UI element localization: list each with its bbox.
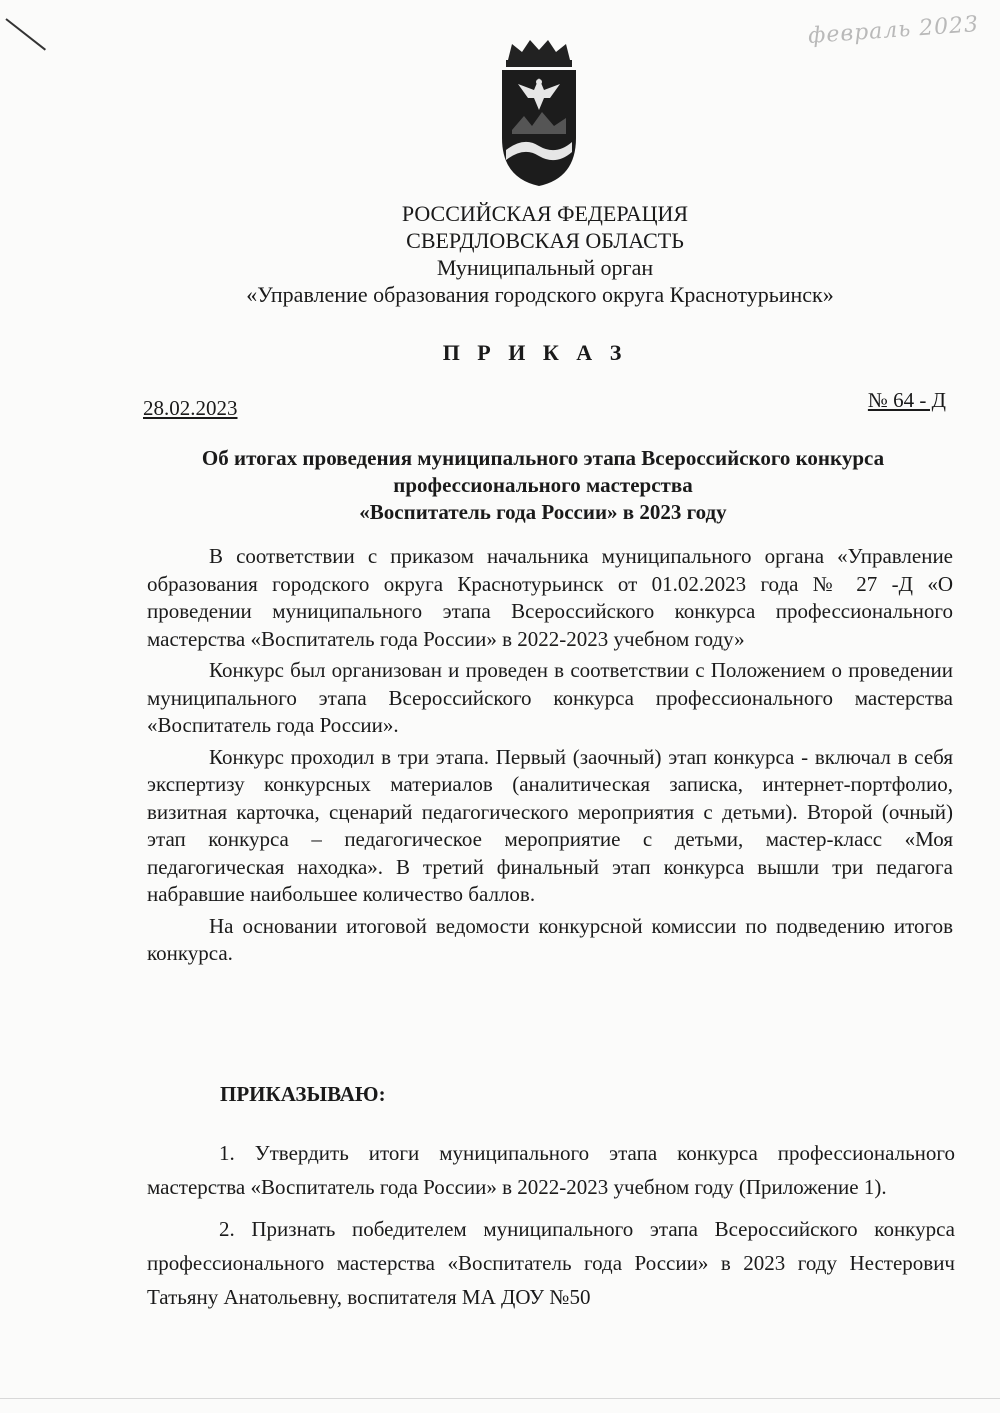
subject-line: Об итогах проведения муниципального этапа Всероссийского конкурса [201,446,885,470]
region-name: СВЕРДЛОВСКАЯ ОБЛАСТЬ [406,228,684,253]
document-body [147,543,953,968]
page-edge-line [0,1398,1000,1399]
body-paragraph: Конкурс был организован и проведен в соответствии с Положением о проведении муниципального этапа Всероссийского конкурса профессионального мастерства «Воспитатель года России». [147,658,953,737]
document-date: 28.02.2023 [143,396,238,420]
body-paragraph: В соответствии с приказом начальника муниципального органа «Управление образования городского округа Краснотурьинск от 01.02.2023 года № 27 -Д «О проведении муниципального этапа Всероссийского конкурса профессионального мастерства «Воспитатель года России» в 2022-2023 учебном году» [147,544,953,651]
organization-name: «Управление образования городского округа Краснотурьинск» [246,282,834,307]
order-item: 1. Утвердить итоги муниципального этапа конкурса профессионального мастерства «Воспитатель года России» в 2022-2023 учебном году (Приложение 1). [147,1141,955,1199]
subject-line: профессионального мастерства [393,473,693,497]
document-subject [140,445,946,526]
organ-label: Муниципальный орган [436,255,654,280]
body-paragraph: На основании итоговой ведомости конкурсной комиссии по подведению итогов конкурса. [147,913,953,965]
scan-mark [5,18,46,50]
document-header [0,200,1000,308]
order-heading: ПРИКАЗЫВАЮ: [220,1082,386,1106]
handwritten-note: февраль 2023 [807,12,980,49]
body-paragraph: Конкурс проходил в три этапа. Первый (заочный) этап конкурса - включал в себя экспертизу конкурсных материалов (аналитическая записка, интернет-портфолио, визитная карточка, сценарий педагогического мероприятия с детьми). Второй (очный) этап конкурса – педагогическое мероприятие с детьми, мастер-класс «Моя педагогическая находка». В третий финальный этап конкурса вышли три педагога набравшие наибольшее количество баллов. [147,744,953,906]
order-item: 2. Признать победителем муниципального этапа Всероссийского конкурса профессионального мастерства «Воспитатель года России» в 2023 году Нестерович Татьяну Анатольевну, воспитателя МА ДОУ №50 [147,1217,955,1309]
country-name: РОССИЙСКАЯ ФЕДЕРАЦИЯ [401,201,689,226]
order-items [147,1136,955,1322]
document-number: № 64 - Д [867,388,946,412]
document-type: П Р И К А З [442,340,628,365]
coat-of-arms-emblem [494,38,584,188]
subject-line: «Воспитатель года России» в 2023 году [359,500,727,524]
